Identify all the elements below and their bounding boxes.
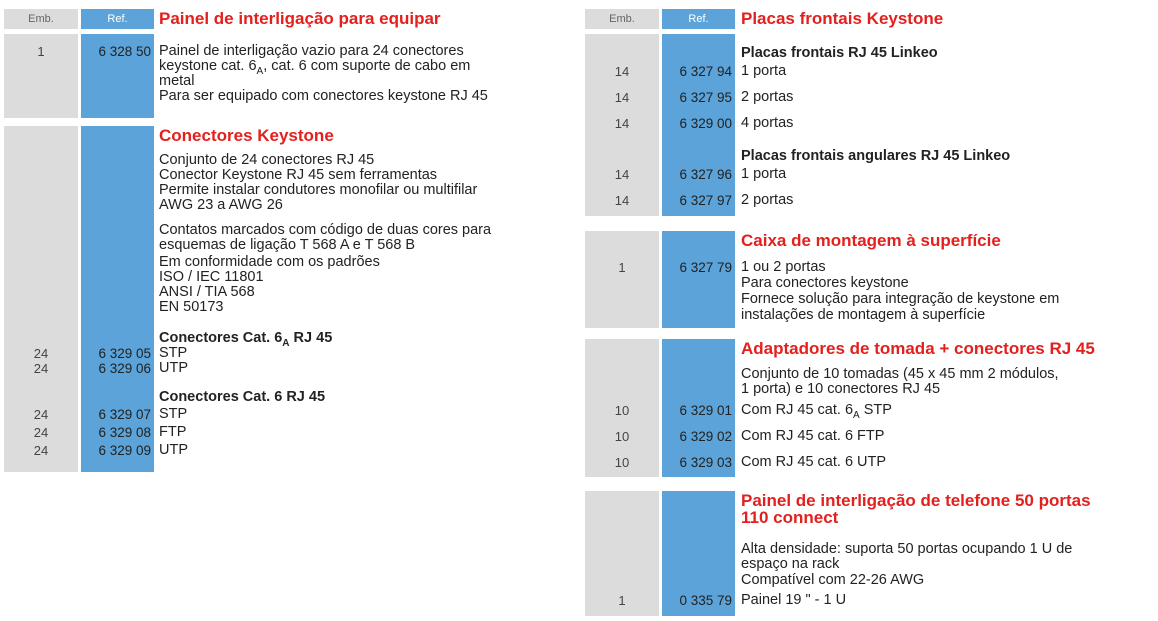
- description-line: Painel de interligação vazio para 24 conectores: [159, 43, 464, 59]
- description-line: EN 50173: [159, 299, 224, 315]
- section-title-conectores: Conectores Keystone: [159, 126, 334, 145]
- description-line: keystone cat. $6_A$, cat. 6 com suporte de cabo em: [159, 58, 471, 77]
- item-label: UTP: [159, 442, 188, 458]
- emb-value: 14: [614, 167, 630, 182]
- emb-value: 10: [614, 429, 630, 444]
- section-title-caixa: Caixa de montagem à superfície: [741, 231, 1001, 250]
- ref-value: 6 329 07: [98, 407, 151, 422]
- emb-value: 1: [37, 44, 45, 59]
- section-title-telefone-line2: 110 connect: [741, 508, 839, 527]
- ref-value: 6 327 94: [679, 64, 732, 79]
- emb-value: 10: [614, 455, 630, 470]
- description-line: instalações de montagem à superfície: [741, 307, 986, 323]
- ref-value: 6 329 08: [98, 425, 151, 440]
- ref-value: 6 329 09: [98, 443, 151, 458]
- ref-value: 6 328 50: [98, 44, 151, 59]
- item-label: 4 portas: [741, 115, 794, 131]
- ref-value: 6 327 97: [679, 193, 732, 208]
- item-label: Com RJ 45 cat. $6_A$ STP: [741, 402, 892, 421]
- item-label: STP: [159, 406, 188, 422]
- emb-value: 14: [614, 116, 630, 131]
- emb-value: 1: [618, 260, 626, 275]
- item-label: STP: [159, 345, 188, 361]
- emb-value: 14: [614, 90, 630, 105]
- description-line: Conector Keystone RJ 45 sem ferramentas: [159, 167, 438, 183]
- ref-value: 6 329 01: [679, 403, 732, 418]
- description-line: Alta densidade: suporta 50 portas ocupando 1 U de: [741, 541, 1073, 557]
- item-label: Com RJ 45 cat. 6 FTP: [741, 428, 885, 444]
- description-line: Conjunto de 24 conectores RJ 45: [159, 152, 375, 168]
- emb-value: 10: [614, 403, 630, 418]
- emb-value: 24: [33, 361, 49, 376]
- ref-value: 6 327 79: [679, 260, 732, 275]
- item-label: Painel 19 " - 1 U: [741, 592, 847, 608]
- ref-value: 6 329 03: [679, 455, 732, 470]
- ref-value: 0 335 79: [679, 593, 732, 608]
- item-label: UTP: [159, 360, 188, 376]
- emb-value: 24: [33, 425, 49, 440]
- ref-value: 6 327 96: [679, 167, 732, 182]
- section-title-telefone: Painel de interligação de telefone 50 portas: [741, 491, 1091, 510]
- description-line: Compatível com 22-26 AWG: [741, 572, 925, 588]
- subsection-title: Placas frontais RJ 45 Linkeo: [741, 45, 938, 61]
- description-line: 1 porta) e 10 conectores RJ 45: [741, 381, 941, 397]
- description-line: Conjunto de 10 tomadas (45 x 45 mm 2 módulos,: [741, 366, 1059, 382]
- item-label: Com RJ 45 cat. 6 UTP: [741, 454, 887, 470]
- ref-value: 6 329 00: [679, 116, 732, 131]
- ref-value: 6 329 05: [98, 346, 151, 361]
- ref-value: 6 329 06: [98, 361, 151, 376]
- description-line: Fornece solução para integração de keystone em: [741, 291, 1060, 307]
- description-line: esquemas de ligação T 568 A e T 568 B: [159, 237, 416, 253]
- emb-value: 24: [33, 443, 49, 458]
- section-title-adaptadores: Adaptadores de tomada + conectores RJ 45: [741, 339, 1095, 358]
- description-line: Para ser equipado com conectores keystone RJ 45: [159, 88, 488, 104]
- section-title-painel: Painel de interligação para equipar: [159, 9, 441, 28]
- emb-value: 1: [618, 593, 626, 608]
- description-line: Permite instalar condutores monofilar ou multifilar: [159, 182, 478, 198]
- description-line: ANSI / TIA 568: [159, 284, 255, 300]
- subsection-title: Placas frontais angulares RJ 45 Linkeo: [741, 148, 1011, 164]
- section-title-placas: Placas frontais Keystone: [741, 9, 944, 28]
- ref-value: 6 327 95: [679, 90, 732, 105]
- description-line: metal: [159, 73, 195, 89]
- item-label: 1 porta: [741, 166, 787, 182]
- emb-header-left: Emb.: [4, 9, 78, 29]
- ref-header-right: Ref.: [662, 9, 735, 29]
- description-line: Em conformidade com os padrões: [159, 254, 380, 270]
- emb-value: 14: [614, 193, 630, 208]
- description-line: Para conectores keystone: [741, 275, 909, 291]
- subsection-title: Conectores Cat. 6 RJ 45: [159, 389, 326, 405]
- emb-header-right: Emb.: [585, 9, 659, 29]
- description-line: espaço na rack: [741, 556, 840, 572]
- ref-value: 6 329 02: [679, 429, 732, 444]
- emb-value: 24: [33, 346, 49, 361]
- description-line: AWG 23 a AWG 26: [159, 197, 283, 213]
- emb-value: 24: [33, 407, 49, 422]
- item-label: FTP: [159, 424, 187, 440]
- item-label: 2 portas: [741, 89, 794, 105]
- item-label: 2 portas: [741, 192, 794, 208]
- item-label: 1 porta: [741, 63, 787, 79]
- description-line: Contatos marcados com código de duas cores para: [159, 222, 492, 238]
- subsection-title: Conectores Cat. $6_A$ RJ 45: [159, 330, 333, 349]
- emb-value: 14: [614, 64, 630, 79]
- description-line: 1 ou 2 portas: [741, 259, 826, 275]
- ref-header-left: Ref.: [81, 9, 154, 29]
- ref-column-bar: [662, 231, 735, 328]
- emb-column-bar: [585, 231, 659, 328]
- description-line: ISO / IEC 11801: [159, 269, 264, 285]
